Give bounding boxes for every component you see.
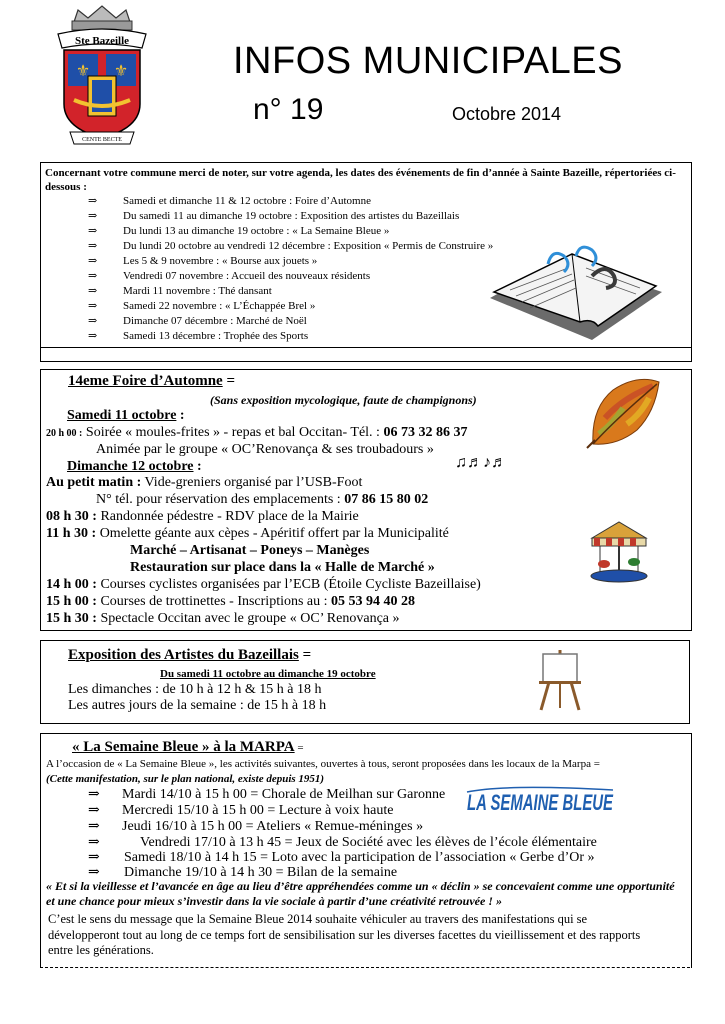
crest-name: Ste Bazeille	[74, 35, 130, 47]
carousel-illustration	[588, 518, 650, 584]
semaine-item: ⇒ Dimanche 19/10 à 14 h 30 = Bilan de la semaine	[88, 865, 398, 880]
arrow-icon: ⇒	[88, 787, 100, 802]
music-notes-icon: ♫♬♪♬	[455, 454, 507, 471]
semaine-item: ⇒ Vendredi 17/10 à 13 h 45 = Jeux de Société avec les élèves de l’école élémentaire	[88, 835, 597, 850]
semaine-item: ⇒ Jeudi 16/10 à 15 h 00 = Ateliers « Remue-méninges »	[88, 819, 424, 834]
easel-illustration	[535, 648, 585, 712]
arrow-icon: ⇒	[88, 315, 98, 327]
sunday-line-2: 11 h 30 : Omelette géante aux cèpes - Apéritif offert par la Municipalité	[46, 526, 449, 541]
saturday-heading: Samedi 11 octobre :	[67, 408, 185, 423]
semaine-title: « La Semaine Bleue » à la MARPA =	[72, 739, 304, 755]
agenda-item: ⇒ Samedi 22 novembre : « L’Échappée Brel »	[88, 300, 316, 312]
arrow-icon: ⇒	[88, 255, 98, 267]
sunday-line-4: 15 h 00 : Courses de trottinettes - Inscriptions au : 05 53 94 40 28	[46, 594, 416, 609]
arrow-icon: ⇒	[88, 865, 100, 880]
agenda-item: ⇒ Du samedi 11 au dimanche 19 octobre : Exposition des artistes du Bazeillais	[88, 210, 460, 222]
agenda-item: ⇒ Les 5 & 9 novembre : « Bourse aux jouets »	[88, 255, 318, 267]
arrow-icon: ⇒	[88, 835, 100, 850]
agenda-item: ⇒ Vendredi 07 novembre : Accueil des nouveaux résidents	[88, 270, 371, 282]
issue-date: Octobre 2014	[452, 104, 562, 124]
foire-subtitle: (Sans exposition mycologique, faute de champignons)	[210, 393, 477, 407]
expo-dates: Du samedi 11 octobre au dimanche 19 octobre	[160, 668, 376, 680]
semaine-item: ⇒ Mercredi 15/10 à 15 h 00 = Lecture à voix haute	[88, 803, 394, 818]
sunday-matin: Au petit matin : Vide-greniers organisé par l’USB-Foot	[46, 475, 363, 490]
sunday-tel: N° tél. pour réservation des emplacements : 07 86 15 80 02	[96, 492, 429, 507]
arrow-icon: ⇒	[88, 803, 100, 818]
semaine-closing: C’est le sens du message que la Semaine Bleue 2014 souhaite véhiculer au travers des manifestations qui se développeront tout au long de ce temps fort de sensibilisation sur les diverses facettes du vieillissement et des rapports entre les générations.	[48, 912, 641, 957]
agenda-item: ⇒ Du lundi 13 au dimanche 19 octobre : « La Semaine Bleue »	[88, 225, 390, 237]
sunday-line-5: 15 h 30 : Spectacle Occitan avec le groupe « OC’ Renovança »	[46, 611, 400, 626]
restauration-line: Restauration sur place dans la « Halle de Marché »	[130, 560, 435, 575]
agenda-box-footer	[40, 347, 692, 362]
semaine-box-divider	[40, 967, 690, 969]
agenda-item: ⇒ Dimanche 07 décembre : Marché de Noël	[88, 315, 307, 327]
agenda-item: ⇒ Samedi et dimanche 11 & 12 octobre : Foire d’Automne	[88, 195, 371, 207]
arrow-icon: ⇒	[88, 240, 98, 252]
svg-text:LA SEMAINE BLEUE: LA SEMAINE BLEUE	[467, 790, 614, 815]
semaine-item: ⇒ Samedi 18/10 à 14 h 15 = Loto avec la participation de l’association « Gerbe d’Or »	[88, 850, 595, 865]
autumn-leaf-illustration	[583, 378, 663, 448]
agenda-item: ⇒ Mardi 11 novembre : Thé dansant	[88, 285, 272, 297]
page-title: INFOS MUNICIPALES	[233, 40, 623, 82]
saturday-line: 20 h 00 : Soirée « moules-frites » - repas et bal Occitan- Tél. : 06 73 32 86 37	[46, 425, 468, 440]
expo-hours-1: Les dimanches : de 10 h à 12 h & 15 h à 18 h	[68, 682, 322, 697]
agenda-item: ⇒ Du lundi 20 octobre au vendredi 12 décembre : Exposition « Permis de Construire »	[88, 240, 494, 252]
saturday-line-2: Animée par le groupe « OC’Renovança & ses troubadours »	[96, 442, 434, 457]
open-book-illustration	[480, 246, 670, 341]
arrow-icon: ⇒	[88, 850, 100, 865]
agenda-item: ⇒ Samedi 13 décembre : Trophée des Sports	[88, 330, 309, 342]
semaine-bleue-logo	[465, 784, 615, 818]
semaine-item: ⇒ Mardi 14/10 à 15 h 00 = Chorale de Meilhan sur Garonne	[88, 787, 446, 802]
foire-title: 14eme Foire d’Automne =	[68, 373, 235, 389]
arrow-icon: ⇒	[88, 285, 98, 297]
issue-number: n° 19	[253, 93, 324, 126]
arrow-icon: ⇒	[88, 330, 98, 342]
agenda-intro: Concernant votre commune merci de noter, sur votre agenda, les dates des événements de fin d’année à Sainte Bazeille, répertoriées ci-dessous :	[45, 167, 676, 193]
sunday-heading: Dimanche 12 octobre :	[67, 459, 202, 474]
semaine-note: (Cette manifestation, sur le plan national, existe depuis 1951)	[46, 773, 325, 785]
arrow-icon: ⇒	[88, 195, 98, 207]
sunday-line-1: 08 h 30 : Randonnée pédestre - RDV place de la Mairie	[46, 509, 359, 524]
crest-motto: CENTE BECTE	[82, 137, 122, 143]
coat-of-arms	[52, 4, 152, 154]
svg-text:⚜: ⚜	[75, 63, 91, 80]
arrow-icon: ⇒	[88, 819, 100, 834]
semaine-intro: A l’occasion de « La Semaine Bleue », les activités suivantes, ouvertes à tous, seront proposées dans les locaux de la Marpa =	[46, 758, 600, 770]
expo-title: Exposition des Artistes du Bazeillais =	[68, 647, 312, 663]
semaine-quote: « Et si la vieillesse et l’avancée en âge au lieu d’être appréhendées comme un « déclin » se concevaient comme une opportunité et une chance pour mieux s’investir dans la vie sociale à partir d’une créativité retrouvée ! »	[46, 879, 675, 908]
arrow-icon: ⇒	[88, 270, 98, 282]
sunday-line-3: 14 h 00 : Courses cyclistes organisées par l’ECB (Étoile Cycliste Bazeillaise)	[46, 577, 481, 592]
svg-text:⚜: ⚜	[113, 63, 129, 80]
marche-line: Marché – Artisanat – Poneys – Manèges	[130, 543, 370, 558]
arrow-icon: ⇒	[88, 210, 98, 222]
expo-hours-2: Les autres jours de la semaine : de 15 h à 18 h	[68, 698, 327, 713]
arrow-icon: ⇒	[88, 225, 98, 237]
arrow-icon: ⇒	[88, 300, 98, 312]
